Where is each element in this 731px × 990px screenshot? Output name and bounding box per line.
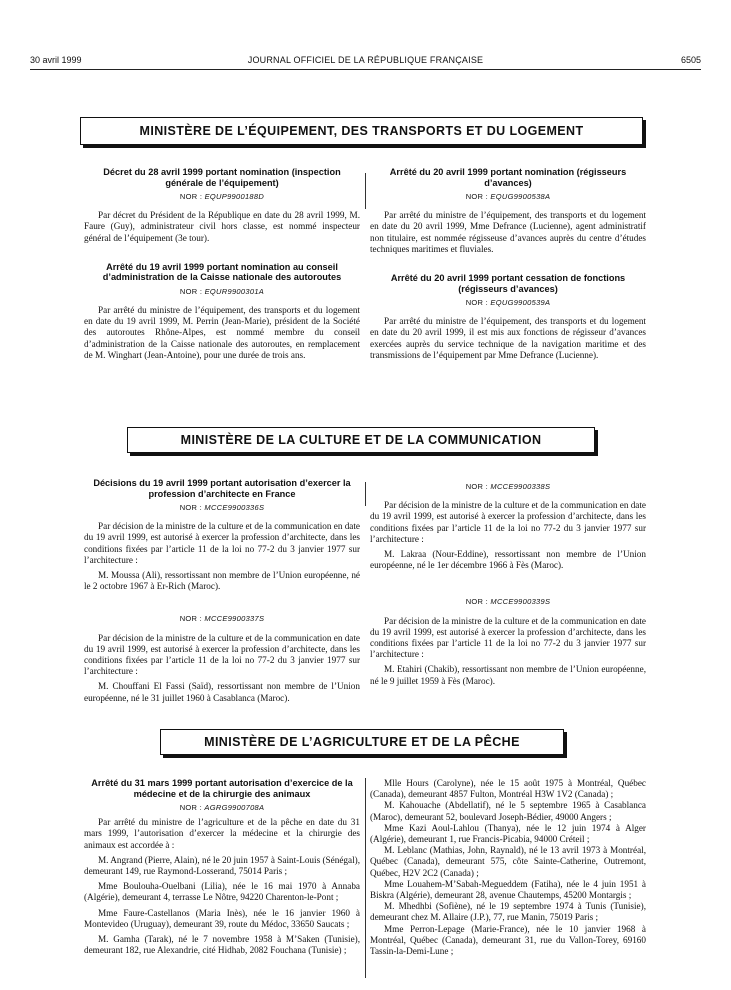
list-item: M. Mhedhbi (Sofiène), né le 19 septembre 1974 à Tunis (Tunisie), demeurant chez M. Allaire (J.P.), 77, rue Manin, 75019 Paris ; xyxy=(370,901,646,923)
column-separator xyxy=(365,778,366,978)
list-item: Mme Boulouha-Ouelbani (Lilia), née le 16 mai 1970 à Annaba (Algérie), demeurant 4, terrasse Le Nôtre, 94220 Charenton-le-Pont ; xyxy=(84,881,360,903)
article-title: Arrêté du 20 avril 1999 portant nomination (régisseurs d’avances) xyxy=(389,167,627,188)
list-item: M. Gamha (Tarak), né le 7 novembre 1958 à M’Saken (Tunisie), demeurant 182, rue Alexandrie, cité Hidhab, 2082 Fouchana (Tunisie) ; xyxy=(84,934,360,956)
article-paragraph: M. Etahiri (Chakib), ressortissant non membre de l’Union européenne, né le 9 juillet 1959 à Fès (Maroc). xyxy=(370,664,646,686)
article-paragraph: Par arrêté du ministre de l’équipement, des transports et du logement en date du 20 avril 1999, il est mis aux fonctions de régisseur d’avances exercées auprès du service technique de la navigation maritime et des transmissions de l’équipement par Mme Defrance (Lucienne). xyxy=(370,316,646,360)
article-paragraph: Par décision de la ministre de la culture et de la communication en date du 19 avril 1999, est autorisé à exercer la profession d’architecte, dans les conditions fixées par l’article 11 de la loi no 77-2 du 3 janvier 1977 sur l’architecture : xyxy=(370,615,647,660)
column-culture-left xyxy=(84,478,360,708)
page-number: 6505 xyxy=(680,55,701,65)
list-item: Mlle Hours (Carolyne), née le 15 août 1975 à Montréal, Québec (Canada), demeurant 4857 Fulton, Montréal H3W 1V2 (Canada) ; xyxy=(370,778,646,800)
header-date: 30 avril 1999 xyxy=(30,55,82,65)
list-item: M. Leblanc (Mathias, John, Raynald), né le 13 avril 1973 à Montréal, Québec (Canada), demeurant 575, côte Sainte-Catherine, Outremont, Québec, H2V 2C2 (Canada) ; xyxy=(370,845,646,878)
column-separator xyxy=(365,173,366,209)
ministry-heading-equipement: MINISTÈRE DE L’ÉQUIPEMENT, DES TRANSPORTS ET DU LOGEMENT xyxy=(80,117,643,145)
column-agriculture-right xyxy=(370,778,646,957)
article-paragraph: M. Moussa (Ali), ressortissant non membre de l’Union européenne, né le 2 octobre 1967 à Er-Rich (Maroc). xyxy=(84,570,360,592)
list-item: Mme Louahem-M’Sabah-Megueddem (Fatiha), née le 4 juin 1951 à Biskra (Algérie), demeurant 28, avenue Chautemps, 45200 Montargis ; xyxy=(370,878,646,901)
article-paragraph: Par décision de la ministre de la culture et de la communication en date du 19 avril 1999, est autorisé à exercer la profession d’architecte, dans les conditions fixées par l’article 11 de la loi no 77-2 du 3 janvier 1977 sur l’architecture : xyxy=(370,500,647,544)
article-paragraph: Par arrêté du ministre de l’équipement, des transports et du logement en date du 20 avril 1999, Mme Defrance (Lucienne), agent administratif non titulaire, est nommée régisseuse d’avances auprès du centre d’études techniques maritimes et fluviales. xyxy=(370,210,646,254)
article-paragraph: Par décision de la ministre de la culture et de la communication en date du 19 avril 1999, est autorisé à exercer la profession d’architecte, dans les conditions fixées par l’article 11 de la loi no 77-2 du 3 janvier 1977 sur l’architecture : xyxy=(84,632,361,677)
column-culture-right xyxy=(370,478,646,691)
nor-reference: NOR : EQUR9900301A xyxy=(179,286,265,296)
article-paragraph: M. Lakraa (Nour-Eddine), ressortissant non membre de l’Union européenne, né le 1er décembre 1966 à Fès (Maroc). xyxy=(370,549,646,571)
nor-reference: NOR : MCCE9900337S xyxy=(179,614,265,624)
article-title: Décret du 28 avril 1999 portant nomination (inspection générale de l’équipement) xyxy=(103,167,341,188)
column-agriculture-left xyxy=(84,778,360,960)
nor-reference: NOR : MCCE9900339S xyxy=(465,597,551,607)
article-title: Arrêté du 31 mars 1999 portant autorisation d’exercice de la médecine et de la chirurgie des animaux xyxy=(91,778,353,799)
ministry-heading-culture: MINISTÈRE DE LA CULTURE ET DE LA COMMUNICATION xyxy=(127,427,595,453)
nor-reference: NOR : EQUG9900538A xyxy=(465,192,551,201)
nor-reference: NOR : EQUG9900539A xyxy=(465,298,551,308)
nor-reference: NOR : EQUP9900188D xyxy=(179,192,265,201)
nor-reference: NOR : AGRG9900708A xyxy=(179,803,265,812)
article-paragraph: M. Chouffani El Fassi (Saïd), ressortissant non membre de l’Union européenne, né le 31 juillet 1960 à Casablanca (Maroc). xyxy=(84,681,360,703)
list-item: M. Kahouache (Abdellatif), né le 5 septembre 1965 à Casablanca (Maroc), demeurant 52, boulevard Joseph-Bédier, 49000 Angers ; xyxy=(370,800,646,822)
column-equipement-left xyxy=(84,167,360,365)
list-item: M. Angrand (Pierre, Alain), né le 20 juin 1957 à Saint-Louis (Sénégal), demeurant 149, rue Raymond-Losserand, 75014 Paris ; xyxy=(84,854,360,877)
ministry-heading-agriculture: MINISTÈRE DE L’AGRICULTURE ET DE LA PÊCHE xyxy=(160,729,564,755)
article-paragraph: Par arrêté du ministre de l’agriculture et de la pêche en date du 31 mars 1999, l’autorisation d’exercer la médecine et la chirurgie des animaux est accordée à : xyxy=(84,817,360,850)
list-item: Mme Perron-Lepage (Marie-France), née le 10 janvier 1968 à Montréal, Québec (Canada), demeurant 31, rue du Vallon-Torey, 69160 Tassin-la-Demi-Lune ; xyxy=(370,923,646,957)
article-paragraph: Par décret du Président de la République en date du 28 avril 1999, M. Faure (Guy), administrateur civil hors classe, est nommé inspecteur général de l’équipement (3e tour). xyxy=(84,210,360,243)
list-item: Mme Kazi Aoul-Lahlou (Thanya), née le 12 juin 1974 à Alger (Algérie), demeurant 1, rue Francis-Picabia, 94000 Créteil ; xyxy=(370,822,646,845)
list-item: Mme Faure-Castellanos (Maria Inès), née le 16 janvier 1960 à Montevideo (Uruguay), demeurant 39, route du Médoc, 33650 Saucats ; xyxy=(84,907,360,929)
header-rule xyxy=(30,69,701,70)
nor-reference: NOR : MCCE9900336S xyxy=(179,503,265,512)
column-equipement-right xyxy=(370,167,646,365)
article-paragraph: Par arrêté du ministre de l’équipement, des transports et du logement en date du 19 avril 1999, M. Perrin (Jean-Marie), président de la Société des autoroutes Rhône-Alpes, est nommé membre du conseil d’administration de la Caisse nationale des autoroutes, en remplacement de M. Winghart (Jean-Antoine), pour une durée de trois ans. xyxy=(84,305,360,360)
article-paragraph: Par décision de la ministre de la culture et de la communication en date du 19 avril 1999, est autorisé à exercer la profession d’architecte, dans les conditions fixées par l’article 11 de la loi no 77-2 du 3 janvier 1977 sur l’architecture : xyxy=(84,521,361,565)
article-title: Arrêté du 19 avril 1999 portant nomination au conseil d’administration de la Caisse nationale des autoroutes xyxy=(102,261,342,283)
article-title: Arrêté du 20 avril 1999 portant cessation de fonctions (régisseurs d’avances) xyxy=(390,273,626,294)
article-title: Décisions du 19 avril 1999 portant autorisation d’exercer la profession d’architecte en France xyxy=(93,478,351,499)
journal-title: JOURNAL OFFICIEL DE LA RÉPUBLIQUE FRANÇAISE xyxy=(247,55,484,65)
nor-reference: NOR : MCCE9900338S xyxy=(465,482,551,491)
column-separator xyxy=(365,482,366,506)
